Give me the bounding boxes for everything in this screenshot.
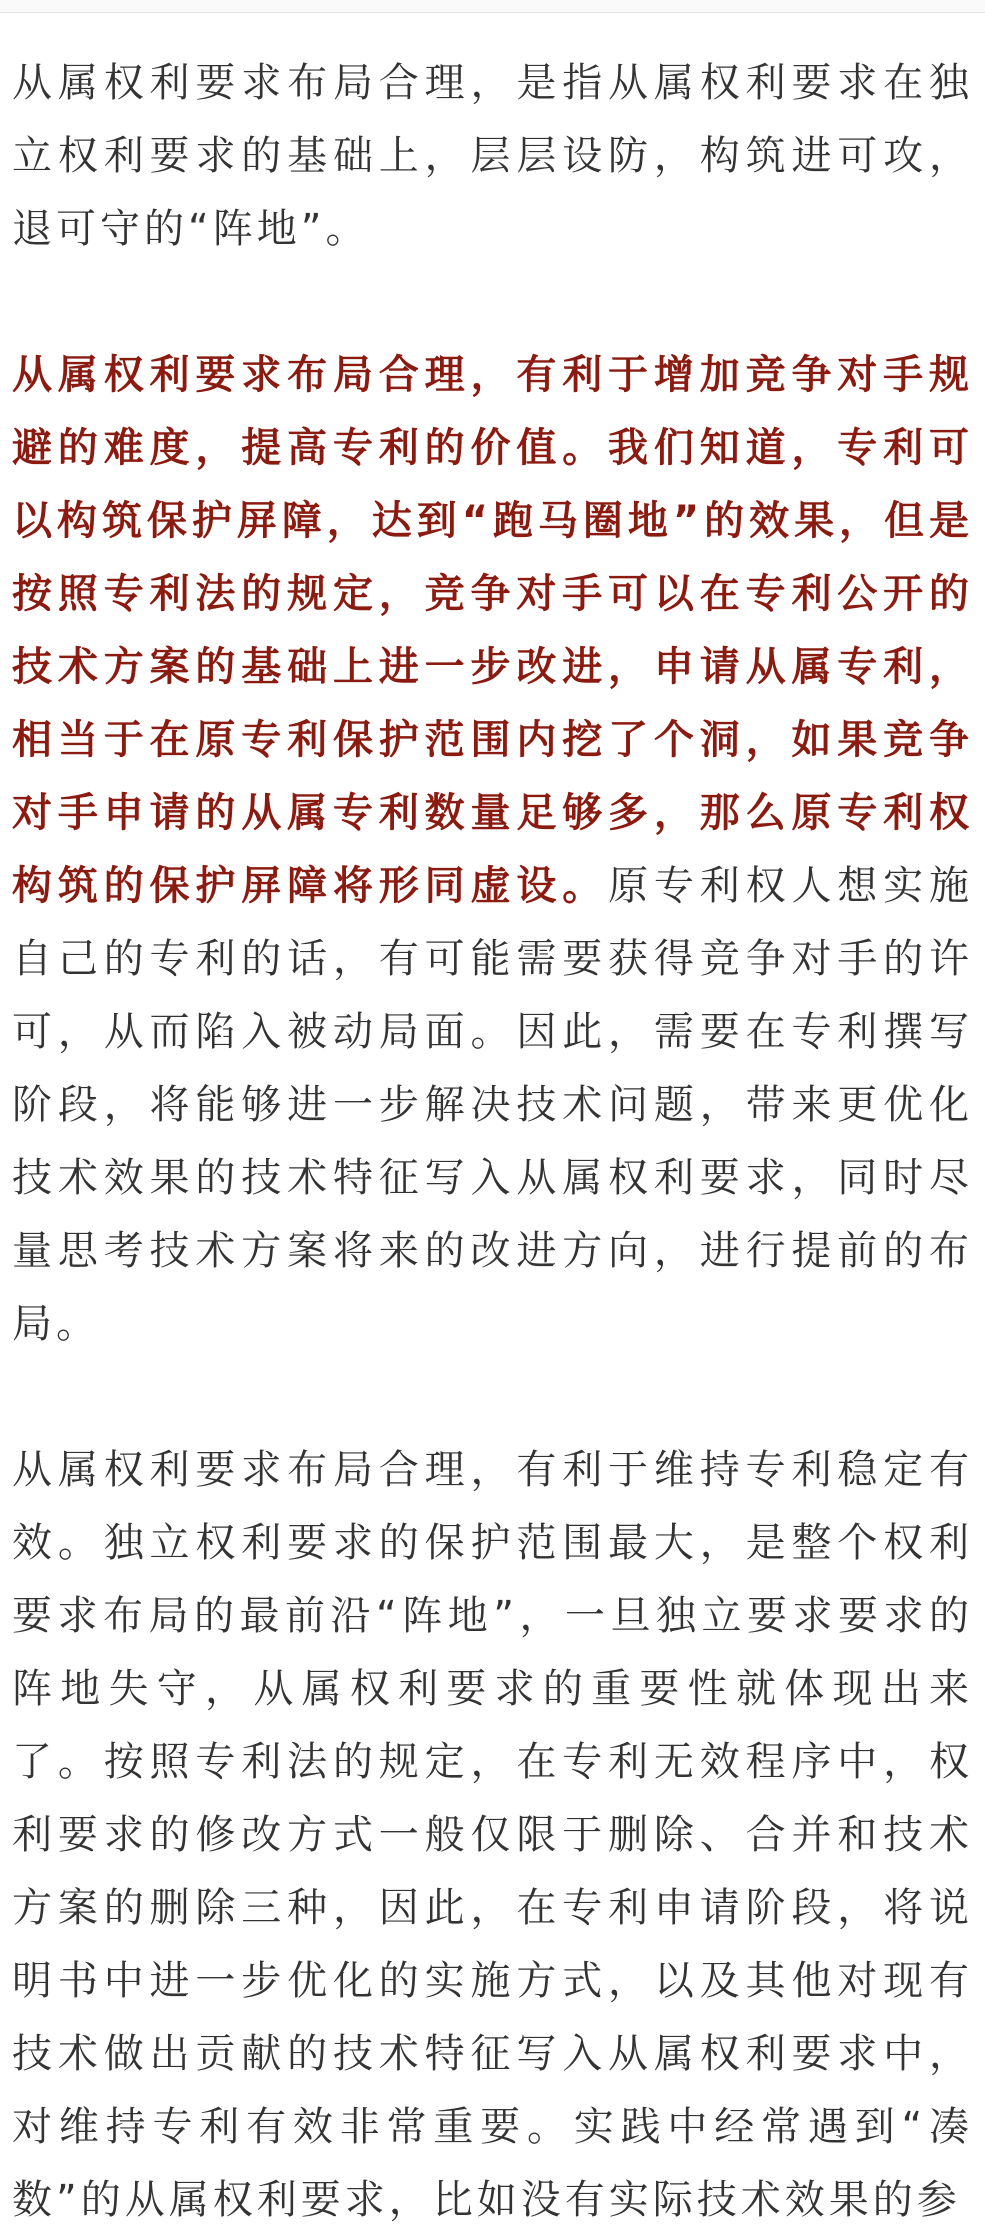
top-divider: [0, 0, 985, 13]
paragraph-3: 从属权利要求布局合理，有利于维持专利稳定有效。独立权利要求的保护范围最大，是整个权利要求布局的最前沿“阵地”，一旦独立要求要求的阵地失守，从属权利要求的重要性就体现出来了。按照专利法的规定，在专利无效程序中，权利要求的修改方式一般仅限于删除、合并和技术方案的删除三种，因此，在专利申请阶段，将说明书中进一步优化的实施方式，以及其他对现有技术做出贡献的技术特征写入从属权利要求中，对维持专利有效非常重要。实践中经常遇到“凑数”的从属权利要求，比如没有实际技术效果的参: [12, 1447, 973, 2223]
article-body: [0, 13, 985, 2237]
paragraph-1: 从属权利要求布局合理，是指从属权利要求在独立权利要求的基础上，层层设防，构筑进可攻，退可守的“阵地”。: [12, 60, 973, 252]
paragraph-2-rest: 原专利权人想实施自己的专利的话，有可能需要获得竞争对手的许可，从而陷入被动局面。因此，需要在专利撰写阶段，将能够进一步解决技术问题，带来更优化技术效果的技术特征写入从属权利要求，同时尽量思考技术方案将来的改进方向，进行提前的布局。: [12, 863, 974, 1347]
paragraph-spacer: [12, 266, 973, 339]
emphasis-text: 从属权利要求布局合理，有利于增加竞争对手规避的难度，提高专利的价值。我们知道，专利可以构筑保护屏障，达到“跑马圈地”的效果，但是按照专利法的规定，竞争对手可以在专利公开的技术方案的基础上进一步改进，申请从属专利，相当于在原专利保护范围内挖了个洞，如果竞争对手申请的从属专利数量足够多，那么原专利权构筑的保护屏障将形同虚设。: [12, 352, 973, 909]
paragraph-2: [12, 339, 973, 1361]
paragraph-spacer: [12, 1361, 973, 1434]
